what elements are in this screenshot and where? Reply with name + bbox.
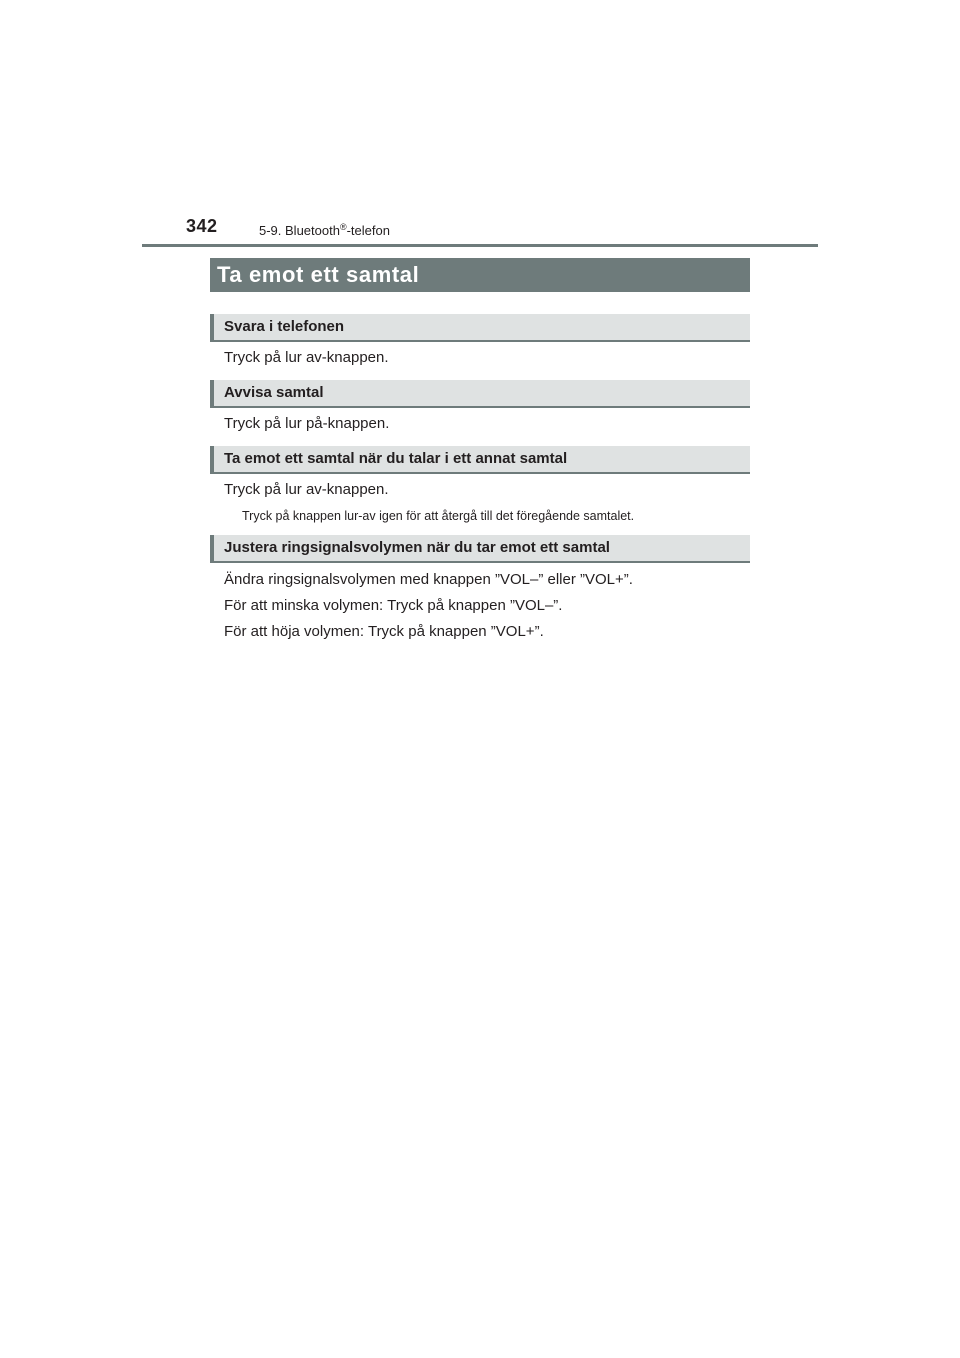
subheading-label: Ta emot ett samtal när du talar i ett annat samtal bbox=[224, 450, 568, 467]
page-number: 342 bbox=[186, 216, 218, 236]
note-call-waiting: Tryck på knappen lur-av igen för att återgå till det föregående samtalet. bbox=[242, 509, 635, 523]
paragraph-ring-volume-2: För att minska volymen: Tryck på knappen ”VOL–”. bbox=[224, 597, 563, 614]
subheading-reject bbox=[210, 380, 750, 408]
paragraph-call-waiting: Tryck på lur av-knappen. bbox=[224, 481, 389, 498]
section-title-bar bbox=[210, 258, 750, 292]
subheading-answer bbox=[210, 314, 750, 342]
subheading-label: Justera ringsignalsvolymen när du tar emot ett samtal bbox=[224, 539, 610, 556]
paragraph-ring-volume-1: Ändra ringsignalsvolymen med knappen ”VOL–” eller ”VOL+”. bbox=[224, 571, 633, 588]
subheading-marker bbox=[210, 314, 214, 340]
subheading-marker bbox=[210, 446, 214, 472]
header-rule bbox=[142, 244, 818, 247]
paragraph-ring-volume-3: För att höja volymen: Tryck på knappen ”VOL+”. bbox=[224, 623, 544, 640]
paragraph-reject: Tryck på lur på-knappen. bbox=[224, 415, 390, 432]
running-head-suffix: -telefon bbox=[346, 223, 390, 238]
subheading-label: Avvisa samtal bbox=[224, 384, 324, 401]
subheading-marker bbox=[210, 380, 214, 406]
running-head-section: 5-9. Bluetooth bbox=[259, 223, 340, 238]
paragraph-answer: Tryck på lur av-knappen. bbox=[224, 349, 389, 366]
subheading-marker bbox=[210, 535, 214, 561]
subheading-label: Svara i telefonen bbox=[224, 318, 345, 335]
section-title: Ta emot ett samtal bbox=[217, 262, 420, 287]
subheading-call-waiting bbox=[210, 446, 750, 474]
subheading-ring-volume bbox=[210, 535, 750, 563]
registered-mark: ® bbox=[339, 222, 347, 232]
running-head bbox=[259, 222, 390, 238]
